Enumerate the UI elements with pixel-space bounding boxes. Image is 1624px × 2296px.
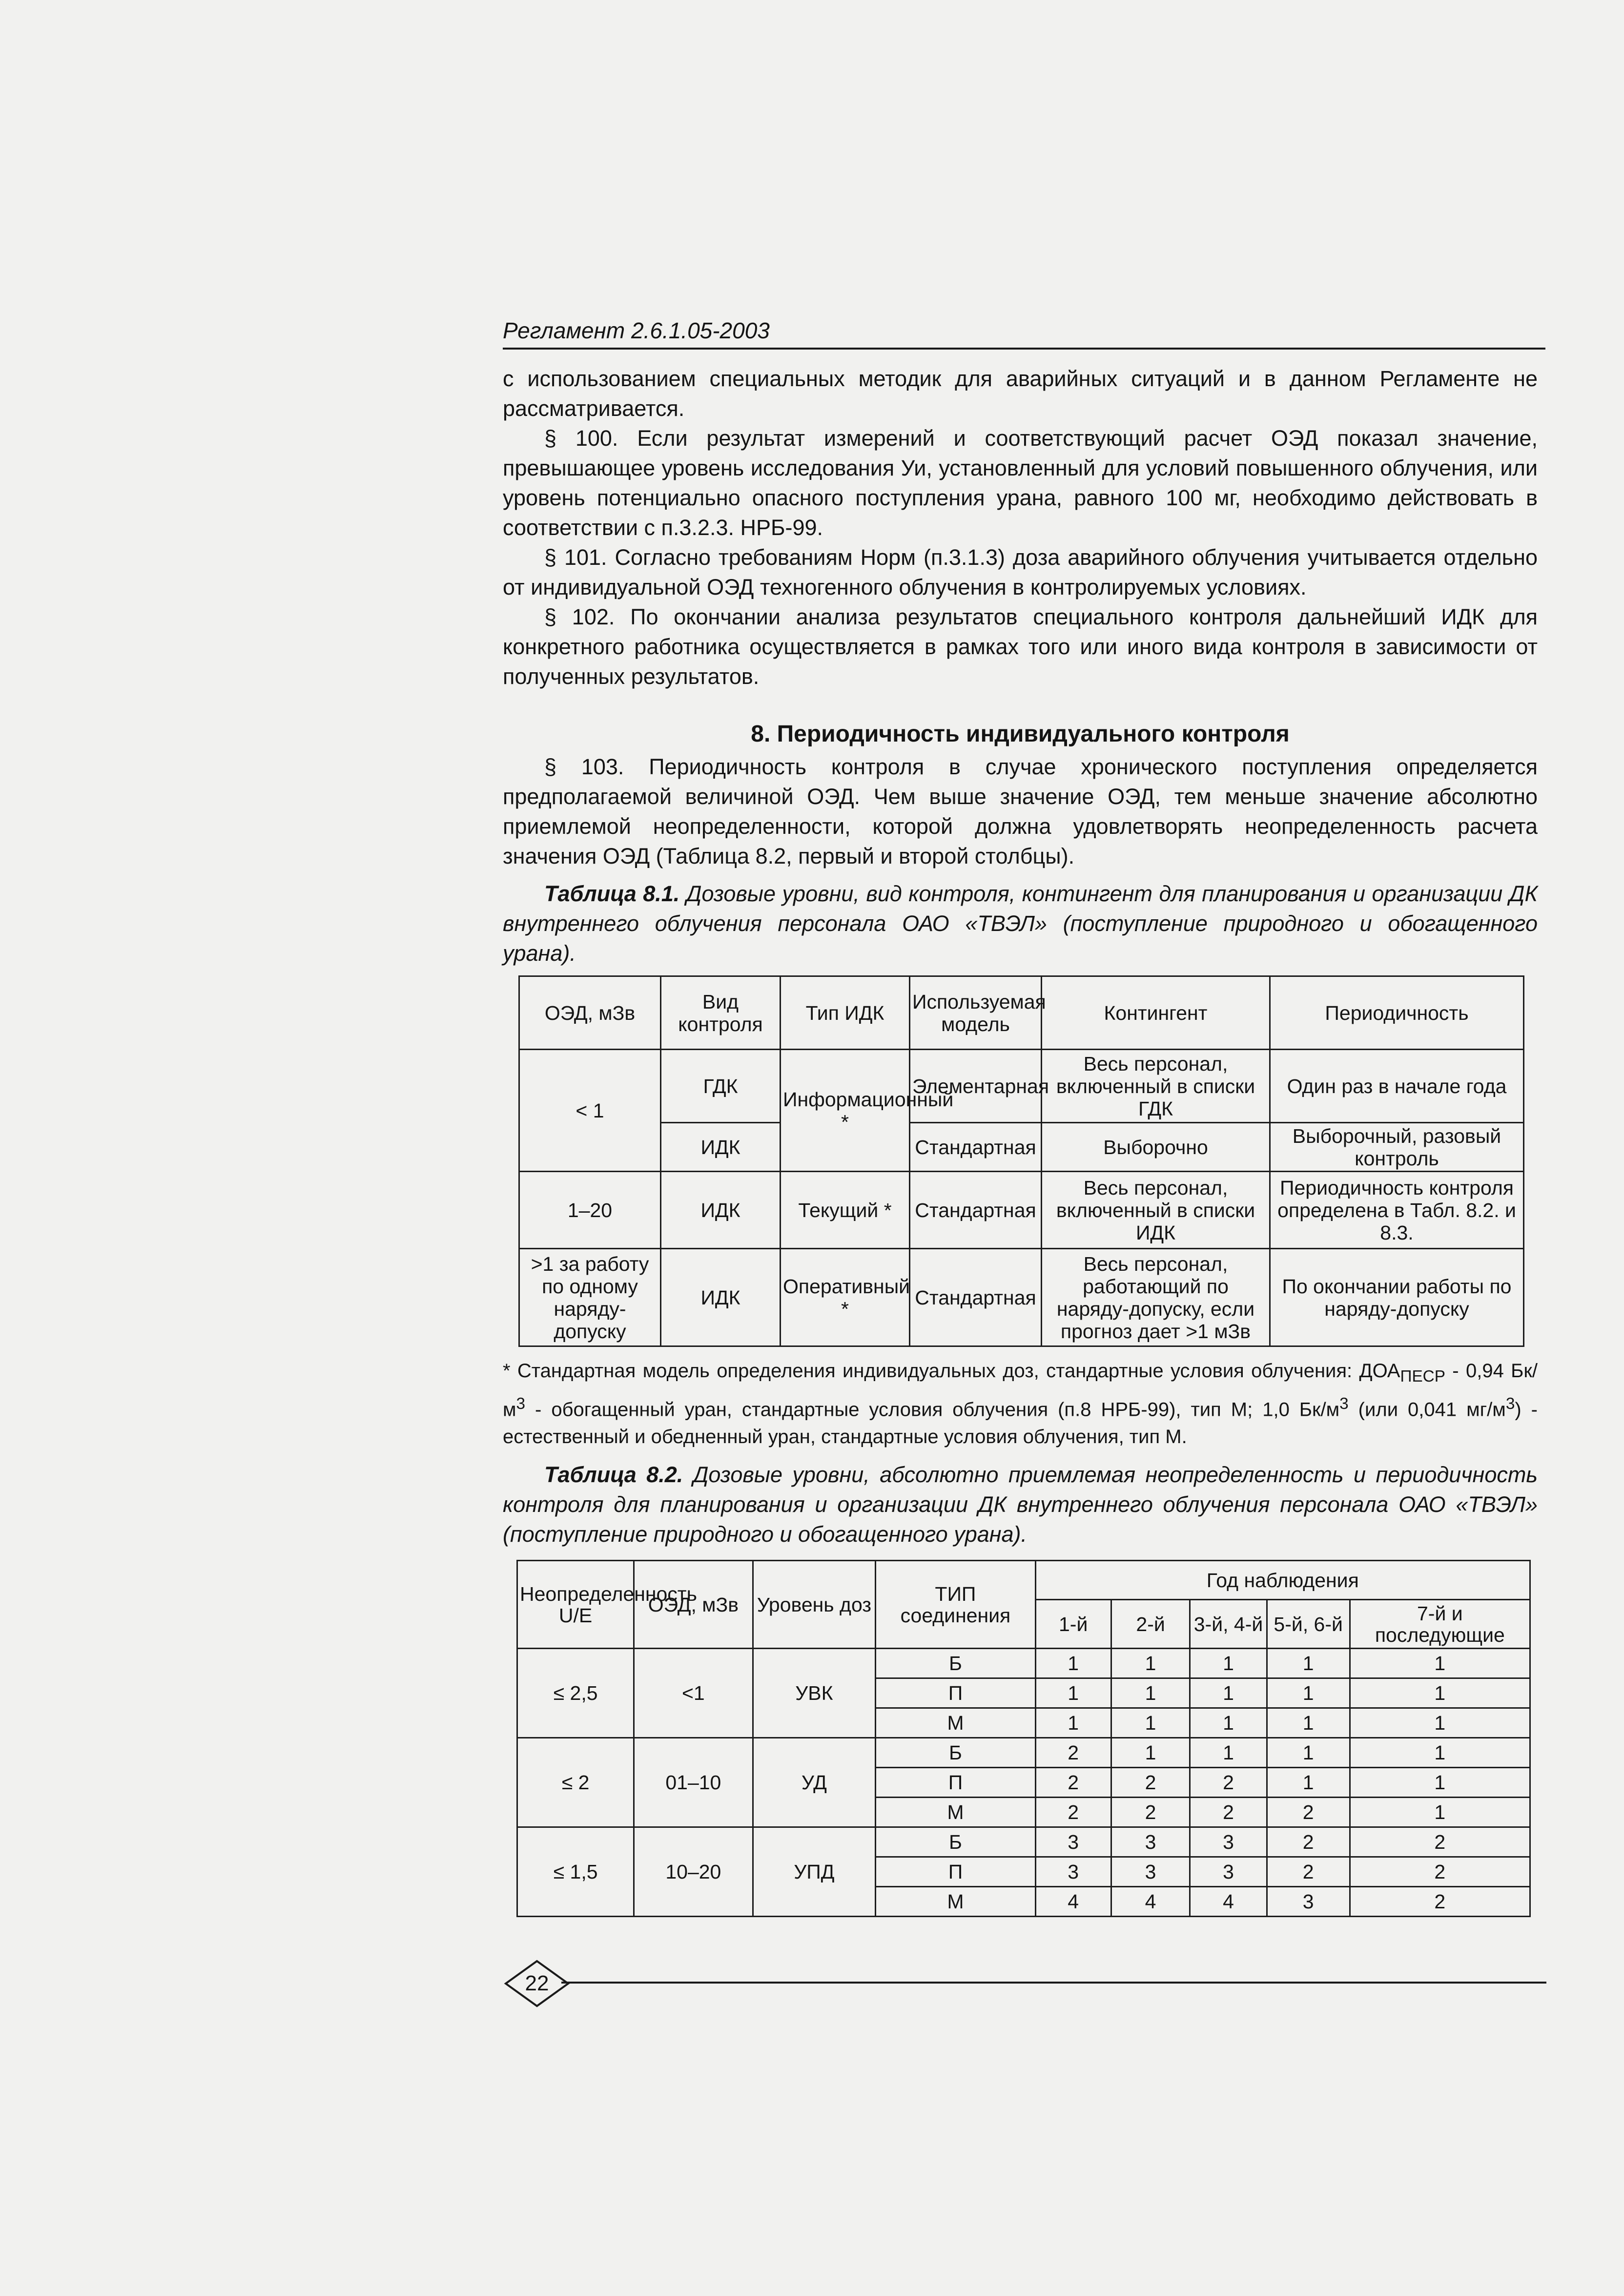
periodicity-cell: 3 — [1190, 1827, 1267, 1857]
table-cell: ≤ 2 — [517, 1738, 634, 1827]
periodicity-cell: 1 — [1111, 1678, 1190, 1708]
table-cell: Информационный * — [781, 1050, 910, 1172]
column-header: 7-й и последующие — [1350, 1600, 1530, 1649]
table1-caption — [503, 879, 1538, 968]
compound-type-cell: Б — [876, 1827, 1035, 1857]
table-cell: Выборочно — [1042, 1123, 1270, 1172]
column-header: ОЭД, мЗв — [519, 976, 661, 1050]
periodicity-cell: 2 — [1035, 1798, 1111, 1827]
periodicity-cell: 1 — [1190, 1708, 1267, 1738]
footnote-text: ) - естественный и обедненный уран, стандартные условия облучения, тип М. — [503, 1399, 1538, 1448]
table-cell: Оперативный * — [781, 1249, 910, 1346]
periodicity-cell: 3 — [1190, 1857, 1267, 1887]
document-header-title: Регламент 2.6.1.05-2003 — [503, 318, 770, 343]
table-cell: УПД — [753, 1827, 876, 1917]
periodicity-cell: 2 — [1350, 1827, 1530, 1857]
table-cell: ИДК — [661, 1123, 781, 1172]
periodicity-cell: 1 — [1035, 1649, 1111, 1678]
table-cell: 01–10 — [634, 1738, 753, 1827]
table-cell: ≤ 2,5 — [517, 1649, 634, 1738]
table1-footnote — [503, 1357, 1538, 1450]
table-cell: ≤ 1,5 — [517, 1827, 634, 1917]
section-heading: 8. Периодичность индивидуального контроля — [751, 721, 1290, 747]
table-cell: ИДК — [661, 1249, 781, 1346]
periodicity-cell: 1 — [1267, 1708, 1350, 1738]
periodicity-cell: 3 — [1035, 1857, 1111, 1887]
periodicity-cell: 1 — [1350, 1738, 1530, 1768]
periodicity-cell: 1 — [1350, 1649, 1530, 1678]
table-cell: Текущий * — [781, 1172, 910, 1249]
column-group-header: Год наблюдения — [1035, 1561, 1530, 1600]
column-header: Тип ИДК — [781, 976, 910, 1050]
table-cell: >1 за работу по одному наряду-допуску — [519, 1249, 661, 1346]
table-cell: Один раз в начале года — [1270, 1050, 1524, 1123]
periodicity-cell: 1 — [1350, 1798, 1530, 1827]
table-cell: УВК — [753, 1649, 876, 1738]
page-number-badge — [503, 1959, 571, 2008]
periodicity-cell: 2 — [1190, 1768, 1267, 1798]
compound-type-cell: М — [876, 1708, 1035, 1738]
intro-text — [503, 364, 1538, 691]
column-header: Контингент — [1042, 976, 1270, 1050]
periodicity-cell: 2 — [1267, 1798, 1350, 1827]
table-cell: Весь персонал, включенный в списки ГДК — [1042, 1050, 1270, 1123]
periodicity-cell: 1 — [1190, 1678, 1267, 1708]
intro-paragraph: с использованием специальных методик для аварийных ситуаций и в данном Регламенте не рассматривается. — [503, 366, 1538, 421]
periodicity-cell: 3 — [1267, 1887, 1350, 1917]
periodicity-cell: 4 — [1190, 1887, 1267, 1917]
footnote-subscript: ПЕСР — [1400, 1367, 1445, 1386]
column-header: Неопределенность U/E — [517, 1561, 634, 1649]
compound-type-cell: М — [876, 1798, 1035, 1827]
table-cell: Стандартная — [910, 1249, 1042, 1346]
header-divider — [503, 348, 1545, 350]
table-header-row — [517, 1561, 1530, 1600]
periodicity-cell: 1 — [1350, 1678, 1530, 1708]
column-header: 1-й — [1035, 1600, 1111, 1649]
table-dose-levels — [518, 975, 1524, 1347]
periodicity-cell: 1 — [1267, 1678, 1350, 1708]
table-cell: Весь персонал, включенный в списки ИДК — [1042, 1172, 1270, 1249]
periodicity-cell: 1 — [1035, 1678, 1111, 1708]
periodicity-cell: 1 — [1190, 1738, 1267, 1768]
column-header: ТИП соединения — [876, 1561, 1035, 1649]
periodicity-cell: 2 — [1111, 1798, 1190, 1827]
table-cell: 10–20 — [634, 1827, 753, 1917]
footnote-superscript: 3 — [1505, 1395, 1515, 1413]
column-header: ОЭД, мЗв — [634, 1561, 753, 1649]
table-row — [517, 1649, 1530, 1678]
periodicity-cell: 1 — [1350, 1768, 1530, 1798]
footnote-superscript: 3 — [516, 1395, 526, 1413]
compound-type-cell: Б — [876, 1649, 1035, 1678]
column-header: Вид контроля — [661, 976, 781, 1050]
section-paragraph: § 103. Периодичность контроля в случае хронического поступления определяется предполагаемой величиной ОЭД. Чем выше значение ОЭД, тем меньше значение абсолютно приемлемой неопределенности, которой должна удовлетворять неопределенность расчета значения ОЭД (Таблица 8.2, первый и второй столбцы). — [503, 754, 1538, 869]
periodicity-cell: 1 — [1035, 1708, 1111, 1738]
table1-caption-text: Дозовые уровни, вид контроля, контингент для планирования и организации ДК внутреннего облучения персонала ОАО «ТВЭЛ» (поступление природного и обогащенного урана). — [503, 881, 1538, 966]
periodicity-cell: 2 — [1035, 1738, 1111, 1768]
table-cell: Стандартная — [910, 1123, 1042, 1172]
periodicity-cell: 1 — [1350, 1708, 1530, 1738]
table-cell: Периодичность контроля определена в Табл. 8.2. и 8.3. — [1270, 1172, 1524, 1249]
compound-type-cell: П — [876, 1678, 1035, 1708]
compound-type-cell: П — [876, 1857, 1035, 1887]
table1-caption-label: Таблица 8.1. — [544, 881, 680, 906]
periodicity-cell: 3 — [1111, 1827, 1190, 1857]
table-cell: Весь персонал, работающий по наряду-допуску, если прогноз дает >1 мЗв — [1042, 1249, 1270, 1346]
periodicity-cell: 3 — [1035, 1827, 1111, 1857]
periodicity-cell: 1 — [1111, 1738, 1190, 1768]
table-row — [517, 1738, 1530, 1768]
intro-paragraph: § 100. Если результат измерений и соответствующий расчет ОЭД показал значение, превышающее уровень исследования Уи, установленный для условий повышенного облучения, или уровень потенциально опасного поступления урана, равного 100 мг, необходимо действовать в соответствии с п.3.2.3. НРБ-99. — [503, 426, 1538, 540]
periodicity-cell: 1 — [1267, 1738, 1350, 1768]
column-header: Периодичность — [1270, 976, 1524, 1050]
periodicity-cell: 1 — [1111, 1649, 1190, 1678]
page-number: 22 — [525, 1971, 549, 1995]
table2-caption — [503, 1460, 1538, 1549]
column-header: Используемая модель — [910, 976, 1042, 1050]
table-cell: < 1 — [519, 1050, 661, 1172]
table-cell: УД — [753, 1738, 876, 1827]
footnote-text: (или 0,041 мг/м — [1348, 1399, 1506, 1421]
table-cell: По окончании работы по наряду-допуску — [1270, 1249, 1524, 1346]
table-row — [519, 1123, 1524, 1172]
compound-type-cell: М — [876, 1887, 1035, 1917]
periodicity-cell: 2 — [1111, 1768, 1190, 1798]
table-cell: Элементарная — [910, 1050, 1042, 1123]
periodicity-cell: 3 — [1111, 1857, 1190, 1887]
periodicity-cell: 4 — [1035, 1887, 1111, 1917]
footnote-text: * Стандартная модель определения индивидуальных доз, стандартные условия облучения: ДОА — [503, 1360, 1400, 1382]
periodicity-cell: 1 — [1190, 1649, 1267, 1678]
periodicity-cell: 2 — [1350, 1857, 1530, 1887]
footnote-text: - 0,94 Бк/м — [503, 1360, 1538, 1421]
footer-divider — [561, 1982, 1546, 1984]
table2-caption-label: Таблица 8.2. — [544, 1462, 683, 1487]
periodicity-cell: 2 — [1190, 1798, 1267, 1827]
periodicity-cell: 2 — [1267, 1827, 1350, 1857]
periodicity-cell: 2 — [1350, 1887, 1530, 1917]
periodicity-cell: 1 — [1267, 1768, 1350, 1798]
column-header: 3-й, 4-й — [1190, 1600, 1267, 1649]
table-body — [517, 1649, 1530, 1917]
table2-caption-text: Дозовые уровни, абсолютно приемлемая неопределенность и периодичность контроля для планирования и организации ДК внутреннего облучения персонала ОАО «ТВЭЛ» (поступление природного и обогащенного урана). — [503, 1462, 1538, 1547]
table-cell: ИДК — [661, 1172, 781, 1249]
intro-paragraph: § 102. По окончании анализа результатов специального контроля дальнейший ИДК для конкретного работника осуществляется в рамках того или иного вида контроля в зависимости от полученных результатов. — [503, 604, 1538, 689]
intro-paragraph: § 101. Согласно требованиям Норм (п.3.1.3) доза аварийного облучения учитывается отдельно от индивидуальной ОЭД техногенного облучения в контролируемых условиях. — [503, 545, 1538, 600]
table-row — [517, 1827, 1530, 1857]
table-row — [519, 1249, 1524, 1346]
table-cell: ГДК — [661, 1050, 781, 1123]
periodicity-cell: 2 — [1267, 1857, 1350, 1887]
periodicity-cell: 2 — [1035, 1768, 1111, 1798]
table-row — [519, 1172, 1524, 1249]
footnote-superscript: 3 — [1339, 1395, 1349, 1413]
table-row — [519, 1050, 1524, 1123]
table-header-row — [519, 976, 1524, 1050]
compound-type-cell: П — [876, 1768, 1035, 1798]
table-cell: 1–20 — [519, 1172, 661, 1249]
periodicity-cell: 1 — [1267, 1649, 1350, 1678]
table-uncertainty-periodicity — [516, 1560, 1531, 1917]
periodicity-cell: 1 — [1111, 1708, 1190, 1738]
column-header: 2-й — [1111, 1600, 1190, 1649]
periodicity-cell: 4 — [1111, 1887, 1190, 1917]
compound-type-cell: Б — [876, 1738, 1035, 1768]
table-cell: Стандартная — [910, 1172, 1042, 1249]
table-cell: Выборочный, разовый контроль — [1270, 1123, 1524, 1172]
table-cell: <1 — [634, 1649, 753, 1738]
column-header: Уровень доз — [753, 1561, 876, 1649]
footnote-text: - обогащенный уран, стандартные условия облучения (п.8 НРБ-99), тип M; 1,0 Бк/м — [525, 1399, 1340, 1421]
column-header: 5-й, 6-й — [1267, 1600, 1350, 1649]
